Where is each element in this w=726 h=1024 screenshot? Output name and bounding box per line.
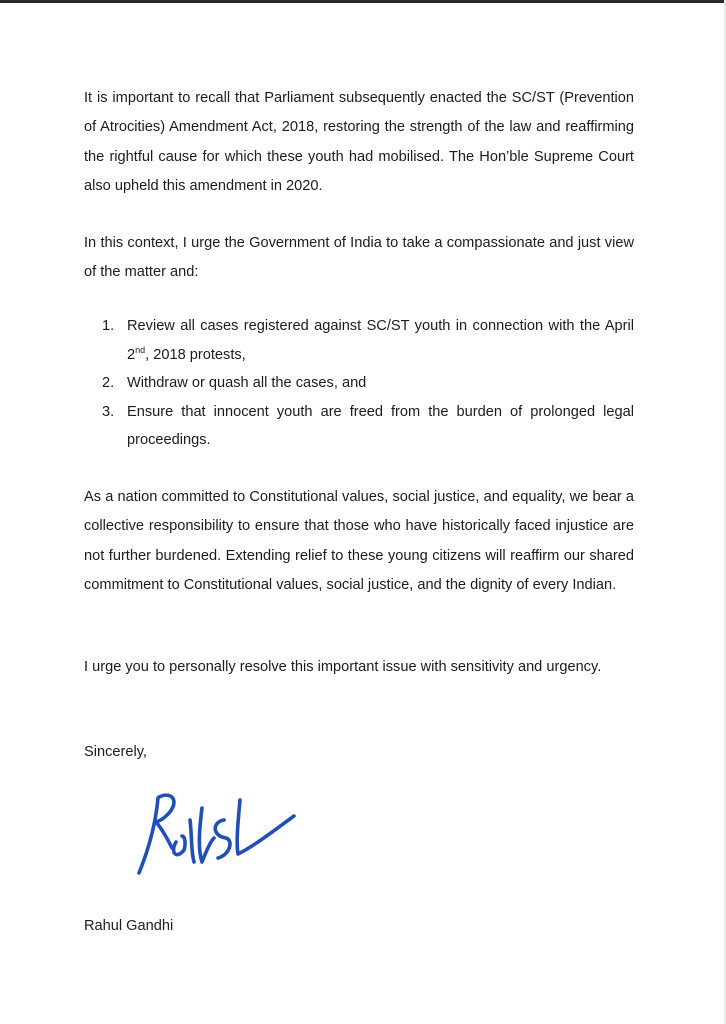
closing-salutation: Sincerely,	[84, 744, 147, 760]
request-text-part: , 2018 protests,	[145, 346, 246, 363]
request-item-review-cases	[102, 312, 634, 369]
request-item-withdraw-cases	[102, 369, 634, 398]
paragraph-recall-amendment: It is important to recall that Parliament subsequently enacted the SC/ST (Prevention of Atrocities) Amendment Act, 2018, restoring the strength of the law and reaffirming the rightful cause for which these youth had mobilised. The Hon’ble Supreme Court also upheld this amendment in 2020.	[84, 90, 634, 194]
handwritten-signature	[132, 780, 302, 880]
signatory-name: Rahul Gandhi	[84, 918, 174, 934]
top-edge-rule	[0, 0, 726, 3]
paragraph-collective-responsibility: As a nation committed to Constitutional values, social justice, and equality, we bear a collective responsibility to ensure that those who have historically faced injustice are not further burdened. Extending relief to these young citizens will reaffirm our shared commitment to Constitutional values, social justice, and the dignity of every Indian.	[84, 489, 634, 593]
request-text-part: Review all cases registered against SC/ST youth in connection with the April 2	[127, 318, 634, 363]
request-number: 1.	[102, 318, 115, 334]
request-list	[102, 312, 634, 455]
paragraph-urge-government: In this context, I urge the Government of India to take a compassionate and just view of the matter and:	[84, 235, 634, 281]
request-text: Withdraw or quash all the cases, and	[127, 375, 367, 391]
request-number: 3.	[102, 403, 115, 420]
request-item-free-youth	[102, 398, 634, 455]
paragraph-urge-resolution: I urge you to personally resolve this important issue with sensitivity and urgency.	[84, 659, 602, 675]
ordinal-suffix: nd	[135, 344, 146, 355]
request-number: 2.	[102, 375, 115, 391]
request-text: Ensure that innocent youth are freed from the burden of prolonged legal proceedings.	[127, 403, 634, 448]
